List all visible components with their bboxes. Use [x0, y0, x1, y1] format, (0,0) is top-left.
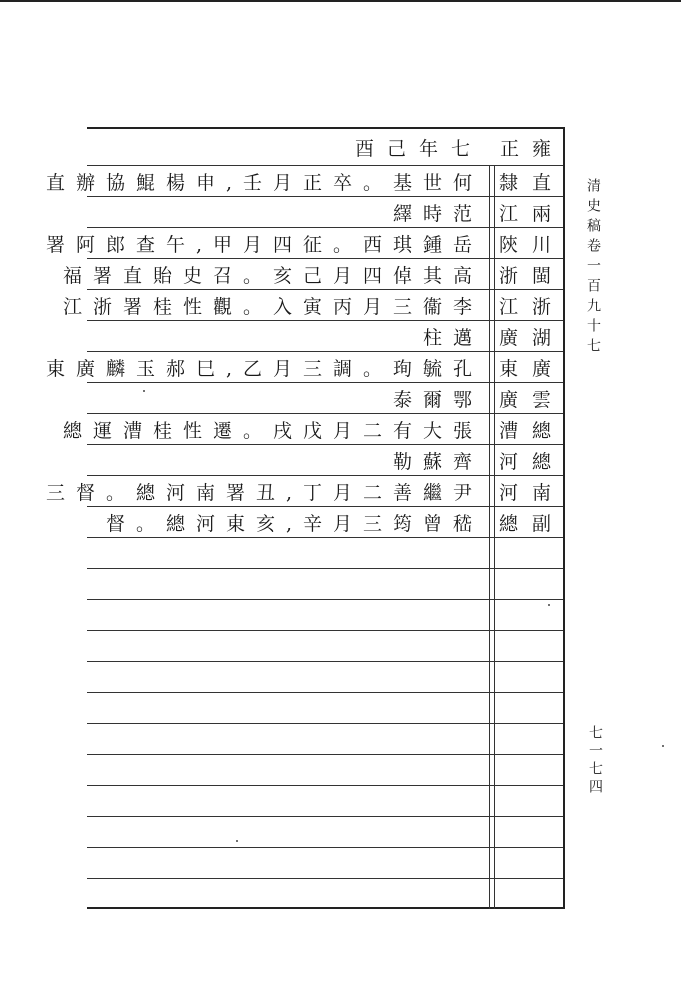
row-left-text: 福署直貽史召。亥己月四倬其高: [62, 265, 483, 287]
row-left-cell: [45, 228, 489, 259]
row-left-text: 直辦協鯤楊申,壬月正卒。基世何: [45, 172, 483, 194]
table-row: [45, 228, 566, 259]
row-left-text: 繹時范: [392, 203, 483, 225]
row-left-text: 泰爾鄂: [392, 389, 483, 411]
row-left-cell: [87, 507, 489, 538]
table-row: [45, 476, 566, 507]
row-right-cell: [489, 507, 565, 538]
row-left-text: 東廣麟玉郝巳,乙月三調。珣毓孔: [45, 358, 483, 380]
row-right-cell: [489, 445, 565, 476]
table-row: [45, 352, 566, 383]
row-left-cell: [45, 166, 489, 197]
row-right-text: 隸直: [499, 172, 566, 194]
row-right-text: 陝川: [499, 234, 566, 256]
print-speck: [236, 840, 238, 842]
table-row: [62, 290, 566, 321]
row-left-cell: [62, 259, 489, 290]
row-right-cell: [489, 352, 565, 383]
row-right-text: 廣湖: [499, 327, 566, 349]
print-speck: [662, 745, 664, 747]
table-row: [87, 507, 565, 538]
row-left-text: 柱邁: [422, 327, 483, 349]
row-right-cell: [489, 166, 565, 197]
row-right-cell: [489, 259, 565, 290]
row-right-cell: [489, 290, 565, 321]
page-number: 七一七四: [587, 725, 603, 797]
row-right-cell: [489, 197, 565, 228]
row-right-cell: [489, 476, 565, 507]
table-row: [62, 414, 566, 445]
row-right-text: 廣雲: [499, 389, 566, 411]
row-left-cell: [62, 414, 489, 445]
row-left-cell: [87, 445, 489, 476]
row-right-cell: [489, 414, 565, 445]
header-left-cell: [87, 129, 489, 165]
row-right-text: 浙閩: [499, 265, 566, 287]
row-right-text: 河南: [499, 482, 566, 504]
header-left-text: 酉己年七: [354, 137, 483, 160]
row-left-text: 總運漕桂性遷。戌戊月二有大張: [62, 420, 483, 442]
print-speck: [143, 390, 145, 392]
row-left-text: 署阿郎查午,甲月四征。西琪鍾岳: [45, 234, 483, 256]
table-row: [87, 383, 565, 414]
row-left-text: 督。總河東亥,辛月三筠曾嵇: [105, 513, 483, 535]
official-appointment-table: [45, 127, 566, 910]
table-row: [62, 259, 566, 290]
row-right-text: 總副: [499, 513, 566, 535]
row-right-cell: [489, 383, 565, 414]
table-row: [87, 321, 565, 352]
row-left-text: 勒蘇齊: [392, 451, 483, 473]
row-right-text: 河總: [499, 451, 566, 473]
row-left-text: 三督。總河南署丑,丁月二善繼尹: [45, 482, 483, 504]
row-right-text: 東廣: [499, 358, 566, 380]
row-right-cell: [489, 228, 565, 259]
running-title: 清史稿卷一百九十七: [585, 178, 601, 358]
row-right-text: 江兩: [499, 203, 566, 225]
row-left-cell: [62, 290, 489, 321]
table-row: [87, 445, 565, 476]
table-header-row: [87, 129, 565, 165]
header-right-text: 正雍: [499, 137, 564, 160]
print-speck: [548, 604, 550, 606]
row-left-cell: [45, 352, 489, 383]
row-right-text: 江浙: [499, 296, 566, 318]
row-left-cell: [45, 476, 489, 507]
header-right-cell: [489, 129, 565, 165]
row-left-cell: [87, 197, 489, 228]
row-left-cell: [87, 383, 489, 414]
row-left-cell: [87, 321, 489, 352]
row-left-text: 江浙署桂性觀。入寅丙月三衞李: [62, 296, 483, 318]
table-row: [87, 197, 565, 228]
row-right-cell: [489, 321, 565, 352]
table-row: [45, 166, 566, 197]
row-right-text: 漕總: [499, 420, 566, 442]
page-top-border: [0, 0, 681, 2]
